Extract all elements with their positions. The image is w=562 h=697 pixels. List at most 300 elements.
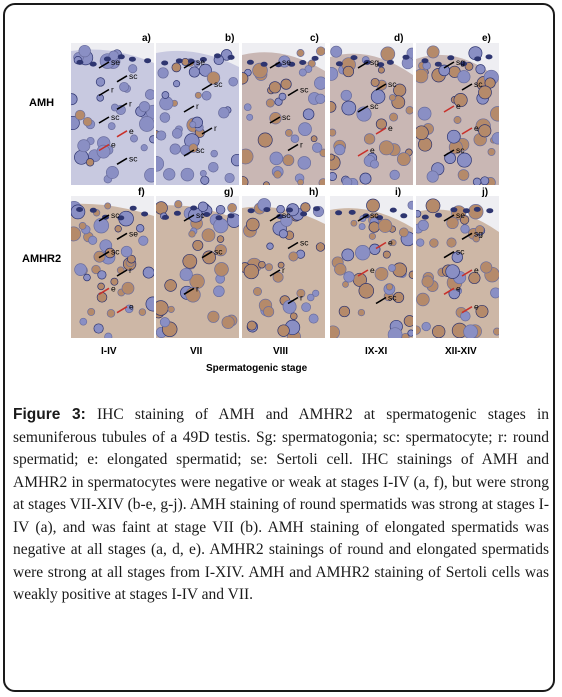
- annotation-label: sc: [456, 145, 465, 155]
- cell-nucleus: [98, 283, 105, 290]
- basal-nucleus: [435, 213, 442, 218]
- cell-nucleus: [298, 179, 304, 185]
- cell-nucleus: [432, 325, 445, 338]
- cell-nucleus: [279, 93, 286, 100]
- cell-nucleus: [446, 265, 460, 279]
- cell-nucleus: [447, 130, 460, 143]
- cell-nucleus: [285, 129, 292, 136]
- cell-nucleus: [299, 69, 306, 76]
- cell-nucleus: [335, 145, 345, 155]
- cell-nucleus: [139, 117, 154, 132]
- basal-nucleus: [312, 56, 319, 61]
- annotation-label: e: [456, 283, 461, 294]
- basal-nucleus: [299, 60, 306, 65]
- stage-label-5: XII-XIV: [445, 346, 477, 357]
- cell-nucleus: [156, 202, 168, 215]
- cell-nucleus: [88, 308, 95, 315]
- cell-nucleus: [408, 201, 413, 209]
- basal-nucleus: [76, 207, 83, 212]
- cell-nucleus: [316, 243, 325, 252]
- annotation-label: sc: [196, 210, 205, 220]
- cell-nucleus: [173, 81, 179, 87]
- annotation-label: r: [214, 123, 217, 133]
- cell-nucleus: [342, 101, 356, 115]
- cell-nucleus: [111, 104, 118, 111]
- cell-nucleus: [335, 264, 347, 276]
- basal-nucleus: [486, 54, 493, 59]
- cell-nucleus: [190, 122, 196, 128]
- cell-nucleus: [479, 125, 491, 137]
- cell-nucleus: [469, 204, 484, 219]
- cell-nucleus: [175, 201, 182, 208]
- cell-nucleus: [96, 78, 105, 87]
- cell-nucleus: [464, 325, 478, 338]
- cell-nucleus: [330, 129, 336, 136]
- cell-nucleus: [266, 99, 274, 107]
- cell-nucleus: [303, 109, 314, 120]
- cell-nucleus: [381, 47, 395, 61]
- cell-nucleus: [141, 145, 147, 151]
- cell-nucleus: [343, 178, 352, 186]
- cell-nucleus: [107, 310, 115, 318]
- stage-label-2: VII: [190, 346, 203, 357]
- cell-nucleus: [211, 150, 218, 157]
- basal-nucleus: [104, 57, 111, 62]
- annotation-label: sc: [388, 79, 397, 89]
- cell-nucleus: [214, 219, 228, 233]
- annotation-label: sc: [196, 145, 205, 155]
- micrograph-panel-i: [330, 196, 413, 338]
- cell-nucleus: [330, 154, 334, 160]
- cell-nucleus: [476, 65, 485, 74]
- cell-nucleus: [267, 243, 274, 250]
- cell-nucleus: [330, 172, 337, 180]
- cell-nucleus: [263, 182, 269, 185]
- panel-label-a: a): [142, 33, 151, 44]
- cell-nucleus: [379, 219, 392, 232]
- cell-nucleus: [316, 94, 325, 104]
- annotation-label: sc: [129, 153, 138, 164]
- cell-nucleus: [302, 303, 311, 312]
- basal-nucleus: [387, 60, 394, 65]
- basal-nucleus: [474, 207, 481, 212]
- cell-nucleus: [163, 169, 175, 181]
- basal-nucleus: [435, 62, 442, 67]
- annotation-label: sc: [111, 112, 120, 122]
- annotation-label: sc: [111, 210, 120, 220]
- cell-nucleus: [493, 328, 499, 335]
- cell-nucleus: [150, 136, 155, 143]
- annotation-label: se: [196, 57, 205, 67]
- cell-nucleus: [406, 107, 413, 115]
- cell-nucleus: [145, 90, 154, 100]
- micrograph-panel-b: [156, 43, 239, 185]
- cell-nucleus: [80, 318, 87, 325]
- basal-nucleus: [351, 55, 358, 60]
- stage-label-1: I-IV: [101, 346, 117, 357]
- cell-nucleus: [375, 267, 388, 280]
- cell-nucleus: [247, 321, 256, 330]
- cell-nucleus: [263, 307, 273, 317]
- annotation-label: sc: [388, 292, 397, 303]
- cell-nucleus: [189, 67, 199, 77]
- cell-nucleus: [422, 276, 433, 287]
- cell-nucleus: [283, 155, 294, 166]
- cell-nucleus: [291, 135, 299, 143]
- basal-nucleus: [313, 206, 320, 211]
- cell-nucleus: [130, 135, 137, 142]
- cell-nucleus: [311, 136, 317, 142]
- annotation-label: sg: [370, 57, 379, 67]
- annotation-label: e: [370, 265, 375, 275]
- annotation-label: e: [388, 237, 393, 248]
- annotation-label: sg: [456, 57, 465, 67]
- annotation-label: e: [474, 123, 479, 133]
- basal-nucleus: [474, 56, 481, 61]
- annotation-label: e: [456, 101, 461, 111]
- cell-nucleus: [158, 68, 168, 78]
- cell-nucleus: [481, 262, 492, 273]
- cell-nucleus: [244, 264, 259, 279]
- annotation-label: r: [300, 139, 303, 150]
- cell-nucleus: [216, 205, 225, 214]
- annotation-label: e: [111, 283, 116, 294]
- annotation-label: e: [474, 301, 479, 312]
- annotation-label: sc: [282, 210, 291, 220]
- annotation-label: sc: [129, 70, 138, 81]
- basal-nucleus: [248, 208, 255, 213]
- cell-nucleus: [351, 220, 357, 226]
- cell-nucleus: [180, 268, 192, 280]
- cell-nucleus: [389, 265, 396, 272]
- panel-label-d: d): [394, 33, 404, 44]
- panel-label-b: b): [225, 33, 235, 44]
- cell-nucleus: [331, 46, 342, 57]
- annotation-label: sc: [300, 237, 309, 248]
- cell-nucleus: [86, 159, 94, 167]
- cell-nucleus: [89, 236, 97, 244]
- cell-nucleus: [427, 46, 439, 58]
- cell-nucleus: [399, 228, 408, 237]
- cell-nucleus: [83, 117, 92, 126]
- basal-nucleus: [90, 208, 97, 213]
- basal-nucleus: [422, 58, 429, 63]
- row-label-amhr2: AMHR2: [22, 253, 62, 265]
- cell-nucleus: [75, 110, 85, 120]
- cell-nucleus: [404, 316, 413, 327]
- cell-nucleus: [225, 173, 234, 182]
- basal-nucleus: [422, 215, 429, 220]
- cell-nucleus: [78, 140, 90, 152]
- basal-nucleus: [129, 57, 136, 62]
- cell-nucleus: [301, 203, 311, 213]
- cell-nucleus: [258, 133, 272, 147]
- cell-nucleus: [201, 176, 209, 184]
- cell-nucleus: [246, 218, 259, 231]
- cell-nucleus: [139, 102, 149, 112]
- annotation-label: r: [129, 265, 132, 275]
- basal-nucleus: [486, 208, 493, 213]
- basal-nucleus: [228, 55, 235, 60]
- basal-nucleus: [400, 213, 407, 218]
- cell-nucleus: [379, 141, 393, 155]
- cell-nucleus: [172, 63, 181, 72]
- cell-nucleus: [97, 292, 107, 302]
- cell-nucleus: [181, 168, 194, 181]
- cell-nucleus: [208, 311, 219, 322]
- cell-nucleus: [202, 229, 215, 242]
- cell-nucleus: [259, 261, 266, 268]
- cell-nucleus: [314, 77, 325, 90]
- caption-label: Figure 3:: [13, 406, 86, 423]
- cell-nucleus: [79, 222, 86, 229]
- panel-label-f: f): [138, 187, 145, 198]
- cell-nucleus: [370, 244, 381, 255]
- cell-nucleus: [160, 318, 169, 327]
- cell-nucleus: [309, 314, 318, 323]
- basal-nucleus: [390, 208, 397, 213]
- cell-nucleus: [183, 254, 197, 268]
- cell-nucleus: [458, 71, 470, 83]
- basal-nucleus: [335, 210, 342, 215]
- cell-nucleus: [416, 210, 421, 217]
- cell-nucleus: [488, 148, 495, 155]
- cell-nucleus: [447, 238, 456, 247]
- cell-nucleus: [228, 203, 237, 212]
- micrograph-panel-h: [242, 196, 325, 338]
- cell-nucleus: [389, 95, 395, 101]
- cell-nucleus: [339, 306, 350, 317]
- annotation-label: sc: [474, 79, 483, 89]
- basal-nucleus: [174, 211, 181, 216]
- annotation-label: sc: [456, 246, 465, 257]
- cell-nucleus: [281, 79, 291, 89]
- cell-nucleus: [71, 205, 85, 219]
- basal-nucleus: [141, 212, 148, 217]
- cell-nucleus: [253, 287, 261, 295]
- cell-nucleus: [193, 240, 203, 250]
- cell-nucleus: [461, 225, 470, 234]
- cell-nucleus: [265, 264, 272, 271]
- basal-nucleus: [300, 212, 307, 217]
- cell-nucleus: [427, 171, 438, 182]
- basal-nucleus: [349, 210, 356, 215]
- annotation-label: r: [129, 98, 132, 109]
- cell-nucleus: [157, 131, 166, 140]
- basal-nucleus: [90, 62, 97, 67]
- cell-nucleus: [122, 282, 134, 294]
- cell-nucleus: [105, 333, 112, 338]
- cell-nucleus: [200, 170, 206, 176]
- annotation-label: sc: [282, 112, 291, 122]
- basal-nucleus: [161, 61, 168, 66]
- panel-label-h: h): [309, 187, 319, 198]
- cell-nucleus: [298, 157, 311, 170]
- cell-nucleus: [364, 134, 375, 145]
- panel-label-i: i): [395, 187, 402, 198]
- cell-nucleus: [312, 143, 322, 153]
- cell-nucleus: [202, 91, 211, 100]
- row-label-amh: AMH: [29, 97, 55, 109]
- cell-nucleus: [215, 263, 229, 277]
- cell-nucleus: [416, 126, 428, 140]
- basal-nucleus: [176, 58, 183, 63]
- basal-nucleus: [130, 206, 137, 211]
- cell-nucleus: [359, 224, 365, 230]
- cell-nucleus: [160, 113, 170, 123]
- annotation-label: e: [474, 265, 479, 275]
- micrograph-panel-f: [71, 196, 154, 338]
- cell-nucleus: [397, 153, 410, 166]
- cell-nucleus: [457, 153, 471, 167]
- cell-nucleus: [168, 306, 174, 312]
- basal-nucleus: [263, 207, 270, 212]
- cell-nucleus: [342, 249, 354, 261]
- basal-nucleus: [228, 213, 235, 218]
- annotation-label: r: [196, 101, 199, 111]
- basal-nucleus: [76, 60, 83, 65]
- cell-nucleus: [247, 114, 253, 120]
- panel-label-e: e): [482, 33, 491, 44]
- annotation-label: se: [456, 210, 465, 220]
- x-axis-title: Spermatogenic stage: [206, 363, 308, 374]
- cell-nucleus: [439, 65, 450, 76]
- micrograph-panel-e: [416, 43, 499, 185]
- cell-nucleus: [370, 160, 378, 168]
- cell-nucleus: [214, 286, 225, 297]
- cell-nucleus: [189, 231, 196, 238]
- cell-nucleus: [279, 230, 287, 238]
- cell-nucleus: [120, 82, 129, 91]
- panel-label-c: c): [310, 33, 319, 44]
- cell-nucleus: [408, 330, 413, 336]
- cell-nucleus: [383, 251, 390, 258]
- panel-label-g: g): [224, 187, 234, 198]
- cell-nucleus: [165, 280, 177, 292]
- annotation-label: r: [282, 265, 285, 275]
- cell-nucleus: [108, 123, 115, 130]
- annotation-label: e: [111, 139, 116, 150]
- cell-nucleus: [139, 309, 146, 316]
- cell-nucleus: [386, 284, 392, 290]
- cell-nucleus: [299, 123, 312, 136]
- cell-nucleus: [274, 171, 282, 179]
- cell-nucleus: [473, 178, 481, 185]
- cell-nucleus: [156, 301, 168, 316]
- cell-nucleus: [390, 113, 398, 121]
- annotation-label: sc: [111, 246, 120, 257]
- cell-nucleus: [344, 272, 355, 283]
- cell-nucleus: [426, 199, 440, 213]
- cell-nucleus: [297, 49, 304, 56]
- micrograph-panel-c: [242, 43, 325, 185]
- cell-nucleus: [219, 107, 230, 118]
- basal-nucleus: [247, 60, 254, 65]
- cell-nucleus: [416, 239, 424, 247]
- cell-nucleus: [278, 325, 290, 337]
- cell-nucleus: [79, 45, 91, 57]
- annotation-label: e: [129, 125, 134, 136]
- cell-nucleus: [341, 90, 352, 101]
- cell-nucleus: [289, 252, 298, 261]
- basal-nucleus: [403, 55, 410, 60]
- cell-nucleus: [388, 328, 402, 338]
- cell-nucleus: [360, 173, 371, 184]
- cell-nucleus: [242, 149, 253, 164]
- basal-nucleus: [336, 61, 343, 66]
- caption-text: IHC staining of AMH and AMHR2 at spermatogenic stages in semuniferous tubules of a 49D testis. Sg: spermatogonia; sc: spermatocyte; r: round spermatid; e: elongated spermatid; se: Sertoli cell. IHC stainings of AMH and AMHR2 in spermatocytes were negative or weak at stages I-IV (a, f), but were strong at stages VII-XIV (b-e, g-j). AMH staining of round spermatids was strong at stages I-IV (a), and was faint at stage VII (b). AMH staining of elongated spermatids was negative at all stages (a, d, e). AMHR2 stainings of round and elongated spermatids were strong at all stages from I-XIV. AMH and AMHR2 staining of Sertoli cells was weakly positive at stages I-IV and VII.: [13, 406, 549, 603]
- cell-nucleus: [481, 177, 489, 185]
- cell-nucleus: [390, 170, 400, 180]
- cell-nucleus: [162, 92, 169, 99]
- cell-nucleus: [229, 77, 238, 86]
- cell-nucleus: [355, 245, 370, 260]
- micrograph-panel-g: [156, 196, 239, 338]
- annotation-label: e: [388, 123, 393, 133]
- basal-nucleus: [447, 55, 454, 60]
- cell-nucleus: [182, 58, 189, 65]
- annotation-label: se: [282, 57, 291, 67]
- cell-nucleus: [170, 144, 180, 154]
- annotation-label: r: [196, 283, 199, 294]
- cell-nucleus: [461, 311, 471, 321]
- cell-nucleus: [416, 69, 428, 83]
- annotation-label: sc: [370, 210, 379, 220]
- cell-nucleus: [98, 271, 106, 279]
- cell-nucleus: [454, 116, 461, 123]
- cell-nucleus: [139, 236, 148, 245]
- basal-nucleus: [162, 215, 169, 220]
- annotation-label: r: [300, 292, 303, 303]
- cell-nucleus: [418, 107, 431, 120]
- cell-nucleus: [343, 66, 354, 77]
- cell-nucleus: [369, 233, 375, 239]
- cell-nucleus: [491, 288, 500, 298]
- cell-nucleus: [369, 222, 380, 233]
- cell-nucleus: [371, 78, 379, 86]
- micrograph-panel-d: [330, 43, 413, 185]
- cell-nucleus: [290, 313, 297, 320]
- cell-nucleus: [417, 293, 430, 306]
- cell-nucleus: [195, 92, 201, 98]
- annotation-label: e: [370, 145, 375, 155]
- cell-nucleus: [94, 324, 103, 333]
- basal-nucleus: [144, 58, 151, 63]
- cell-nucleus: [376, 119, 386, 129]
- stage-label-3: VIII: [273, 346, 289, 357]
- basal-nucleus: [216, 215, 223, 220]
- cell-nucleus: [378, 67, 384, 73]
- cell-nucleus: [106, 166, 118, 178]
- cell-nucleus: [84, 274, 91, 281]
- cell-nucleus: [75, 264, 87, 276]
- cell-nucleus: [422, 322, 431, 331]
- annotation-label: e: [129, 301, 134, 312]
- annotation-label: sc: [370, 101, 379, 111]
- cell-nucleus: [358, 309, 365, 316]
- cell-nucleus: [359, 283, 374, 298]
- figure-caption: [13, 404, 549, 607]
- basal-nucleus: [261, 62, 268, 67]
- cell-nucleus: [172, 129, 182, 139]
- cell-nucleus: [269, 82, 280, 93]
- cell-nucleus: [244, 104, 251, 111]
- cell-nucleus: [208, 162, 218, 172]
- cell-nucleus: [430, 239, 439, 248]
- stage-label-4: IX-XI: [365, 346, 388, 357]
- cell-nucleus: [316, 47, 325, 56]
- cell-nucleus: [217, 236, 224, 243]
